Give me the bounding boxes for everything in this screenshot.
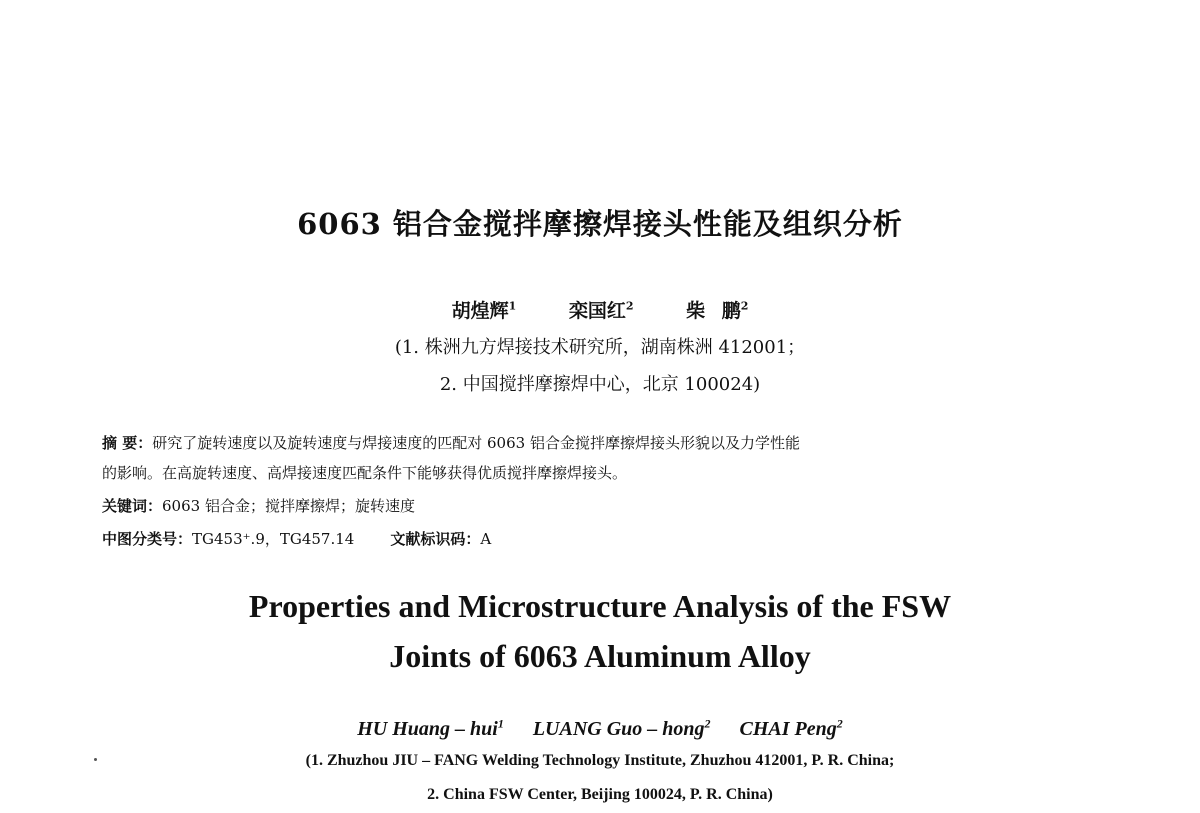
- chinese-abstract: [102, 428, 1112, 488]
- keywords-text: 6063 铝合金；搅拌摩擦焊；旋转速度: [162, 497, 415, 515]
- chinese-title: 6063 铝合金搅拌摩擦焊接头性能及组织分析: [297, 207, 903, 241]
- english-author: HU Huang – hui$^1$: [357, 716, 504, 740]
- english-author: LUANG Guo – hong$^2$: [532, 716, 711, 740]
- abstract-line: [102, 428, 1112, 458]
- doc-code: A: [480, 530, 492, 548]
- clc-number: TG453⁺.9，TG457.14: [192, 530, 355, 548]
- classification-line: [102, 528, 491, 549]
- doc-code-label: 文献标识码：: [390, 530, 481, 548]
- chinese-authors: [0, 296, 1200, 323]
- chinese-affiliation-2: 2. 中国搅拌摩擦焊中心，北京 100024): [439, 374, 761, 395]
- chinese-author: 胡煌辉$^1$: [451, 299, 517, 322]
- keywords: [102, 495, 415, 516]
- english-author: CHAI Peng$^2$: [739, 716, 843, 740]
- abstract-text: 研究了旋转速度以及旋转速度与焊接速度的匹配对 6063 铝合金搅拌摩擦焊接头形貌以及力学性能: [152, 434, 800, 452]
- english-title-line-1: Properties and Microstructure Analysis of the FSW: [248, 588, 952, 624]
- abstract-label: 摘 要：: [102, 434, 153, 452]
- chinese-affiliation-1: (1. 株洲九方焊接技术研究所，湖南株洲 412001；: [394, 337, 806, 358]
- clc-label: 中图分类号：: [102, 530, 193, 548]
- keywords-label: 关键词：: [102, 497, 163, 515]
- chinese-author: 柴 鹏$^2$: [686, 299, 749, 322]
- english-authors: [0, 716, 1200, 741]
- chinese-author: 栾国红$^2$: [568, 299, 634, 322]
- abstract-line: 的影响。在高旋转速度、高焊接速度匹配条件下能够获得优质搅拌摩擦焊接头。: [102, 464, 628, 482]
- english-affiliation-2: 2. China FSW Center, Beijing 100024, P. R. China): [427, 786, 773, 803]
- english-title-line-2: Joints of 6063 Aluminum Alloy: [389, 638, 811, 674]
- english-affiliation-1: (1. Zhuzhou JIU – FANG Welding Technology Institute, Zhuzhou 412001, P. R. China;: [305, 752, 895, 769]
